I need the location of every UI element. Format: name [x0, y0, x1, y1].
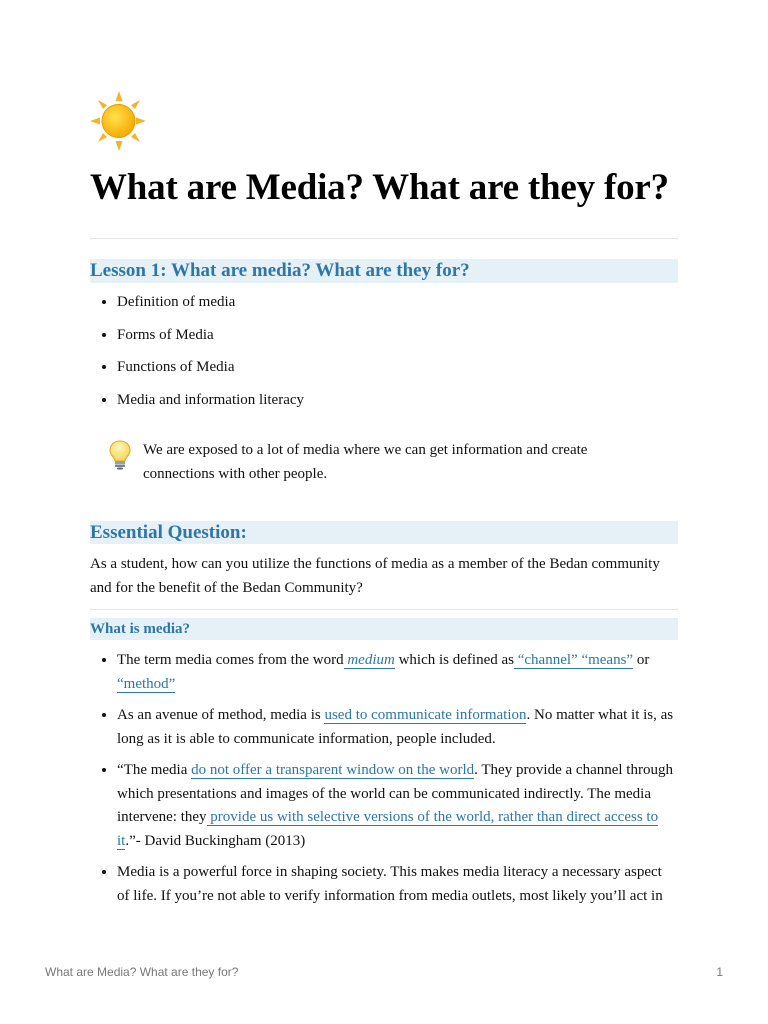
divider [90, 238, 678, 239]
lesson-topics [90, 291, 678, 412]
divider [90, 609, 678, 610]
list-item [117, 861, 678, 908]
text-run: or [633, 652, 650, 668]
link-method[interactable]: “method” [117, 675, 176, 692]
callout-text: We are exposed to a lot of media where we can get information and create connections with other people. [143, 442, 588, 482]
list-item: • Definition of media [117, 291, 678, 315]
link-transparent-window[interactable]: do not offer a transparent window on the world [191, 762, 475, 778]
sun-icon [90, 90, 148, 152]
text-run: Media is a powerful force in shaping society. This makes media literacy a necessary aspect of life. If you’re not able to verify information from media outlets, most likely you’ll act in [117, 864, 663, 904]
list-item [117, 704, 678, 751]
link-medium[interactable]: medium [343, 652, 395, 668]
footer-title: What are Media? What are they for? [45, 965, 239, 979]
page-title: What are Media? What are they for? [90, 167, 669, 208]
text-run: As an avenue of method, media is [117, 707, 325, 723]
list-item: • Functions of Media [117, 356, 678, 380]
what-is-media-heading: What is media? [90, 618, 678, 640]
text-run: which is defined as [394, 652, 514, 668]
lightbulb-icon [106, 439, 134, 471]
link-communicate-information[interactable]: used to communicate information [324, 707, 527, 723]
list-item: • Forms of Media [117, 324, 678, 348]
media-definitions [90, 649, 678, 908]
page-number: 1 [716, 965, 723, 979]
text-run: .”- David Buckingham (2013) [125, 832, 306, 849]
text-run: . They provide a channel through which presentations and images of the world can be communicated indirectly. The media intervene: they [117, 762, 673, 825]
text-run: “The media [117, 762, 192, 778]
lesson-heading: Lesson 1: What are media? What are they for? [90, 259, 678, 283]
link-selective-versions[interactable]: provide us with selective versions of the world, rather than direct access to it [117, 809, 659, 849]
essential-question-heading: Essential Question: [90, 521, 678, 544]
page-content [90, 90, 678, 916]
list-item [117, 649, 678, 696]
essential-question-text: As a student, how can you utilize the functions of media as a member of the Bedan community and for the benefit of the Bedan Community? [90, 556, 660, 596]
link-channel-means[interactable]: “channel” “means” [513, 652, 634, 668]
text-run: The term media comes from the word [117, 652, 344, 668]
text-run: . No matter what it is, as long as it is able to communicate information, people included. [117, 707, 674, 747]
list-item [117, 759, 678, 853]
list-item: • Media and information literacy [117, 389, 678, 413]
callout [90, 439, 678, 486]
